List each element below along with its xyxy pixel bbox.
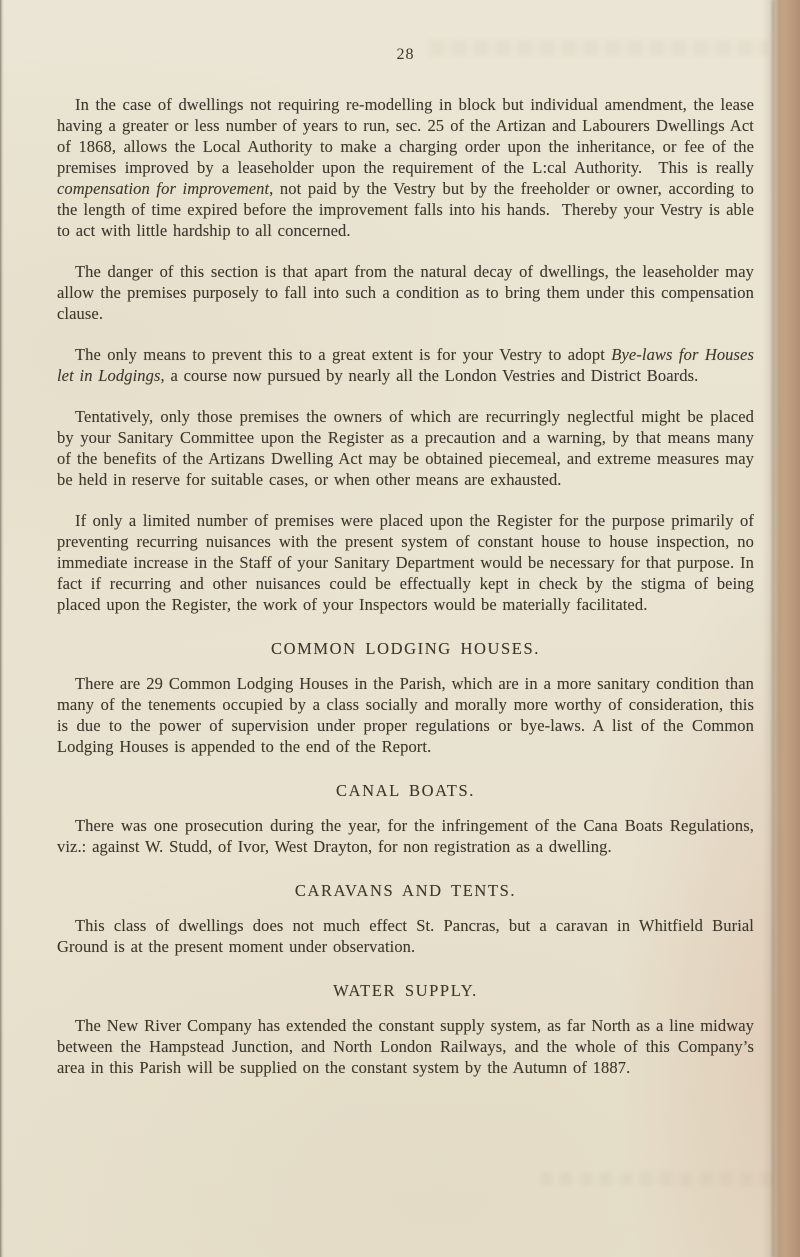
heading-caravans-and-tents: CARAVANS AND TENTS. [294, 881, 517, 900]
text-run: The only means to prevent this to a great extent is for your Vestry to adopt [75, 345, 612, 364]
heading-water-supply: WATER SUPPLY. [333, 981, 478, 1000]
paragraph-caravans-and-tents: This class of dwellings does not much effect St. Pancras, but a caravan in Whitfield Burial Ground is at the present moment under observation. [57, 916, 754, 956]
page-number: 28 [396, 46, 415, 63]
paragraph-canal-boats: There was one prosecution during the year, for the infringement of the Cana Boats Regulations, viz.: against W. Studd, of Ivor, West Drayton, for non registration as a dwelling. [57, 816, 754, 856]
paragraph-bye-laws [57, 344, 754, 386]
showthrough-smudge-bottom [540, 1172, 780, 1186]
paragraph-water-supply: The New River Company has extended the constant supply system, as far North as a line midway between the Hampstead Junction, and North London Railways, and the whole of this Company’s area in this Parish will be supplied on the constant system by the Autumn of 1887. [57, 1016, 754, 1077]
text-run: , not paid by the Vestry but by the freeholder or owner, according to the length of time expired before the improvement falls into his hands. Thereby your Vestry is able to act with little hardship to all concerned. [57, 179, 760, 240]
text-run: , a course now pursued by nearly all the London Vestries and District Boards. [160, 366, 699, 385]
page-edge-left [0, 0, 4, 1257]
italic-phrase-bye-laws: Bye-laws for Houses let in Lodgings [57, 345, 754, 385]
text-run: In the case of dwellings not requiring re-modelling in block but individual amendment, the lease having a greater or less number of years to run, sec. 25 of the Artizan and Labourers Dwellings Act of 1868, allows the Local Authority to make a charging order upon the inheritance, or fee of the premises improved by a leaseholder upon the requirement of the L:cal Authority. This is really [57, 95, 760, 177]
paragraph-compensation-danger: The danger of this section is that apart from the natural decay of dwellings, the leaseholder may allow the premises purposely to fall into such a condition as to bring them under this compensation clause. [57, 262, 754, 323]
heading-common-lodging-houses: COMMON LODGING HOUSES. [270, 639, 540, 658]
paragraph-register-inspection: If only a limited number of premises were placed upon the Register for the purpose primarily of preventing recurring nuisances with the present system of constant house to house inspection, no immediate increase in the Staff of your Sanitary Department would be necessary for that purpose. In fact if recurring and other nuisances could be effectually kept in check by the stigma of being placed upon the Register, the work of your Inspectors would be materially facilitated. [57, 511, 754, 614]
page-fold-line [772, 0, 774, 1257]
paragraph-charging-order [57, 94, 760, 241]
book-edge-right [762, 0, 800, 1257]
heading-canal-boats: CANAL BOATS. [336, 781, 475, 800]
italic-phrase-compensation: compensation for improvement [57, 179, 270, 198]
paragraph-common-lodging-houses: There are 29 Common Lodging Houses in the Parish, which are in a more sanitary condition than many of the tenements occupied by a class socially and morally more worthy of consideration, this is due to the power of supervision under proper regulations or bye-laws. A list of the Common Lodging Houses is appended to the end of the Report. [57, 674, 754, 756]
paragraph-register-tentative: Tentatively, only those premises the owners of which are recurringly neglectful might be placed by your Sanitary Committee upon the Register as a precaution and a warning, by that means many of the benefits of the Artizans Dwelling Act may be obtained piecemeal, and extreme measures may be held in reserve for suitable cases, or when other means are exhausted. [57, 407, 754, 489]
